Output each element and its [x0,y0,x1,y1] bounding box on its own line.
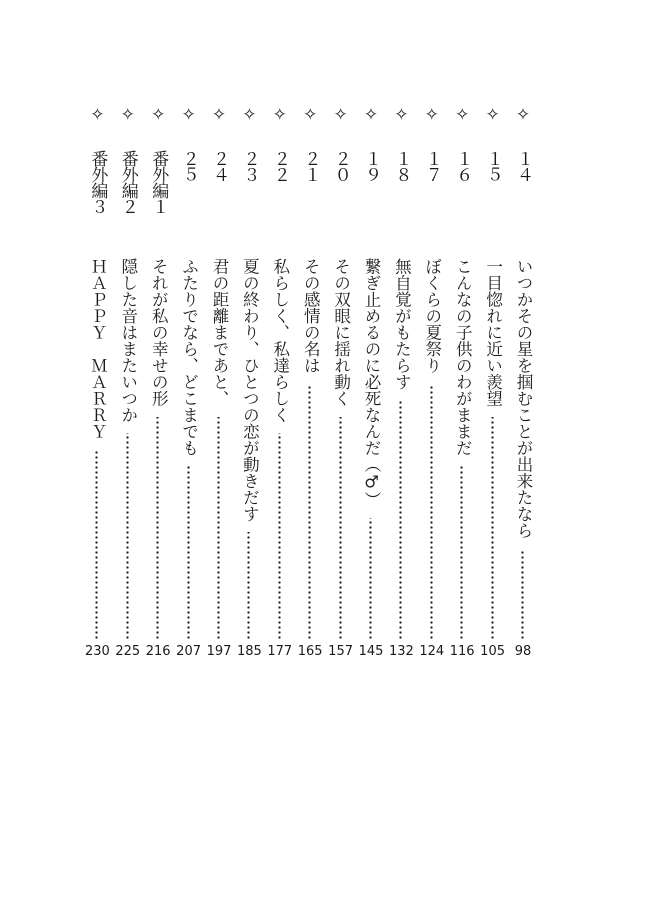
toc-entry[interactable] [448,0,476,910]
chapter-title: その双眼に揺れ動く [331,258,351,407]
page-number: 98 [514,644,532,659]
chapter-title: こんなの子供のわがままだ [453,258,473,456]
toc-entry[interactable] [387,0,415,910]
page-number: 145 [358,644,384,659]
chapter-number: ２２ [269,150,290,182]
dot-leader [278,433,281,640]
toc-entry[interactable] [175,0,203,910]
page-number: 105 [480,644,505,659]
chapter-title: ぼくらの夏祭り [422,258,442,374]
dot-leader [126,433,129,640]
chapter-number: 番外編１ [148,150,169,214]
chapter-number: １９ [361,150,381,182]
dot-leader [187,466,190,640]
dot-leader [430,384,433,640]
chapter-number: 番外編２ [117,150,138,214]
chapter-number: １４ [513,150,533,182]
page-number: 197 [206,644,232,659]
dot-leader [95,450,98,640]
dot-leader [217,417,220,640]
dot-leader [308,384,311,640]
page-number: 116 [449,644,475,659]
toc-entry[interactable] [357,0,385,910]
chapter-number: ２５ [178,150,199,182]
sparkle-icon: ✧ [394,105,409,125]
page-number: 177 [267,644,293,659]
chapter-number: １５ [482,150,503,182]
dot-leader [460,466,463,640]
dot-leader [369,518,372,640]
chapter-title: 隠した音はまたいつか [118,258,138,423]
chapter-title: 無自覚がもたらす [392,258,412,390]
toc-entry[interactable] [509,0,537,910]
sparkle-icon: ✧ [485,105,500,125]
sparkle-icon: ✧ [455,105,470,125]
chapter-title: ＨＡＰＰＹ ＭＡＲＲＹ [88,258,108,440]
dot-leader [399,400,402,640]
chapter-title: 一目惚れに近い羨望 [483,258,503,407]
dot-leader [156,417,159,640]
toc-entry[interactable] [83,0,111,910]
page-number: 124 [419,644,445,659]
toc-entry[interactable] [114,0,142,910]
toc-entry[interactable] [205,0,233,910]
chapter-number: ２４ [209,150,229,182]
page-number: 216 [145,644,171,659]
toc-entry[interactable] [266,0,294,910]
sparkle-icon: ✧ [151,105,166,125]
page-number: 207 [176,644,201,659]
page-number: 165 [297,644,323,659]
sparkle-icon: ✧ [333,105,348,125]
sparkle-icon: ✧ [181,105,196,125]
toc-entry[interactable] [144,0,172,910]
chapter-title: ふたりでなら、どこまでも [179,258,199,456]
sparkle-icon: ✧ [242,105,257,125]
toc-entry[interactable] [296,0,324,910]
dot-leader [491,417,494,640]
sparkle-icon: ✧ [363,105,379,125]
toc-entry[interactable] [418,0,446,910]
chapter-number: ２３ [239,150,260,182]
chapter-title: いつかその星を掴むことが出来たなら [514,258,533,539]
chapter-title: 繋ぎ止めるのに必死なんだ（♂） [362,258,381,508]
sparkle-icon: ✧ [515,105,531,125]
sparkle-icon: ✧ [272,105,287,125]
page-number: 157 [328,644,353,659]
dot-leader [339,417,342,640]
chapter-number: １７ [421,150,442,182]
chapter-number: ２１ [300,150,321,182]
toc-entry[interactable] [479,0,507,910]
sparkle-icon: ✧ [303,105,318,125]
chapter-title: 私らしく、私達らしく [270,258,290,423]
chapter-title: 夏の終わり、ひとつの恋が動きだす [240,258,260,522]
page-number: 185 [236,644,262,659]
chapter-title: 君の距離まであと、 [210,258,229,407]
page-number: 230 [84,644,110,659]
sparkle-icon: ✧ [211,105,227,125]
page-number: 225 [115,644,141,659]
page-number: 132 [388,644,414,659]
chapter-title: その感情の名は [301,258,321,374]
toc-entry[interactable] [235,0,263,910]
chapter-number: １６ [452,150,473,182]
dot-leader [521,549,524,640]
chapter-title: それが私の幸せの形 [149,258,169,407]
chapter-number: ２０ [330,150,351,182]
dot-leader [247,532,250,640]
toc-entry[interactable] [327,0,355,910]
sparkle-icon: ✧ [90,105,105,125]
sparkle-icon: ✧ [424,105,439,125]
chapter-number: １８ [391,150,412,182]
sparkle-icon: ✧ [120,105,135,125]
chapter-number: 番外編３ [87,150,108,214]
